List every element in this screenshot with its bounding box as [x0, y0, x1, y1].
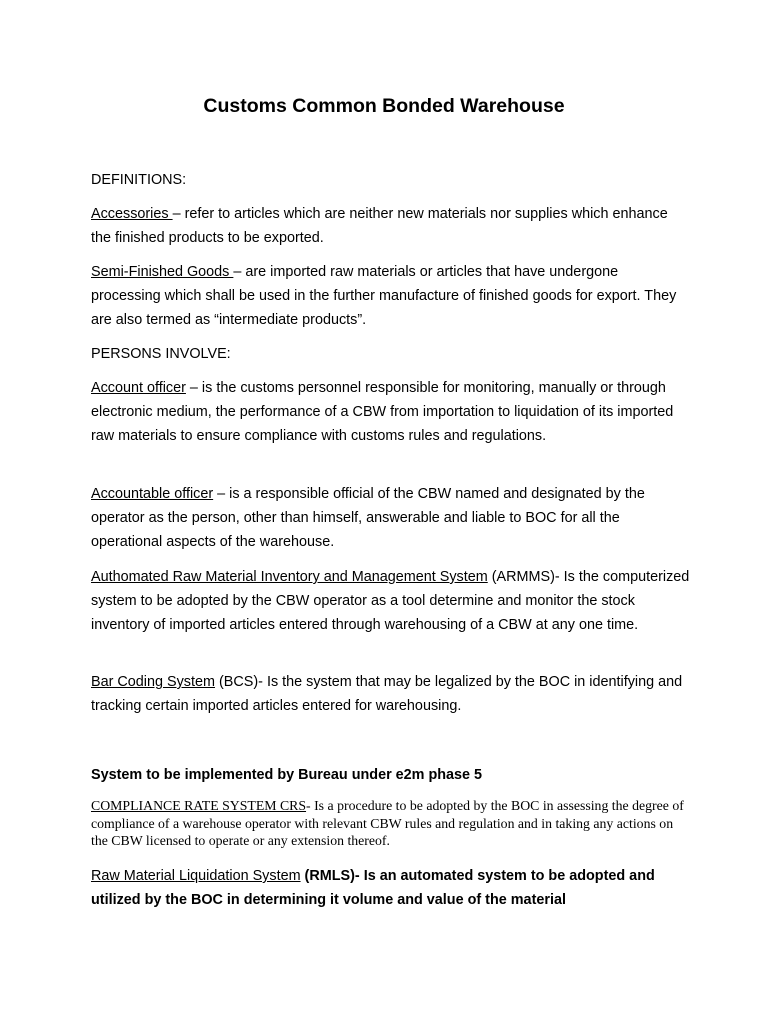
rmls-definition	[91, 864, 691, 912]
account-officer-definition	[91, 376, 691, 448]
account-officer-text: – is the customs personnel responsible for monitoring, manually or through electronic medium, the performance of a CBW from importation to liquidation of its imported raw materials to ensure compliance with customs rules and regulations.	[91, 380, 674, 444]
accountable-officer-text: – is a responsible official of the CBW named and designated by the operator as the person, other than himself, answerable and liable to BOC for all the operational aspects of the warehouse.	[91, 486, 645, 550]
persons-heading: PERSONS INVOLVE:	[91, 346, 231, 362]
armms-text: (ARMMS)- Is the computerized system to be adopted by the CBW operator as a tool determine and monitor the stock inventory of imported articles entered through warehousing of a CBW at any one time.	[91, 569, 690, 633]
system-heading: System to be implemented by Bureau under e2m phase 5	[91, 767, 483, 783]
crs-definition	[91, 797, 691, 850]
bcs-definition	[91, 670, 691, 718]
rmls-term: Raw Material Liquidation System	[91, 868, 301, 884]
armms-term: Authomated Raw Material Inventory and Management System	[91, 569, 488, 585]
definitions-heading: DEFINITIONS:	[91, 172, 187, 188]
accountable-officer-term: Accountable officer	[91, 486, 214, 502]
semi-finished-term: Semi-Finished Goods	[91, 264, 234, 280]
document-title: Customs Common Bonded Warehouse	[203, 95, 565, 117]
accessories-term: Accessories	[91, 206, 173, 222]
semi-finished-text: – are imported raw materials or articles that have undergone processing which shall be used in the further manufacture of finished goods for export. They are also termed as “intermediate products”.	[91, 264, 677, 328]
bcs-term: Bar Coding System	[91, 674, 215, 690]
crs-term: COMPLIANCE RATE SYSTEM CRS	[91, 798, 307, 813]
rmls-text: (RMLS)- Is an automated system to be adopted and utilized by the BOC in determining it volume and value of the material	[91, 868, 655, 908]
bcs-text: (BCS)- Is the system that may be legalized by the BOC in identifying and tracking certain imported articles entered for warehousing.	[91, 674, 683, 714]
semi-finished-definition	[91, 260, 691, 332]
accountable-officer-definition	[91, 482, 691, 554]
accessories-text: – refer to articles which are neither new materials nor supplies which enhance the finished products to be exported.	[91, 206, 668, 246]
armms-definition	[91, 565, 691, 637]
account-officer-term: Account officer	[91, 380, 186, 396]
accessories-definition	[91, 202, 691, 250]
crs-text: - Is a procedure to be adopted by the BOC in assessing the degree of compliance of a warehouse operator with relevant CBW rules and regulation and in taking any actions on the CBW licensed to operate or any extension thereof.	[91, 798, 684, 848]
